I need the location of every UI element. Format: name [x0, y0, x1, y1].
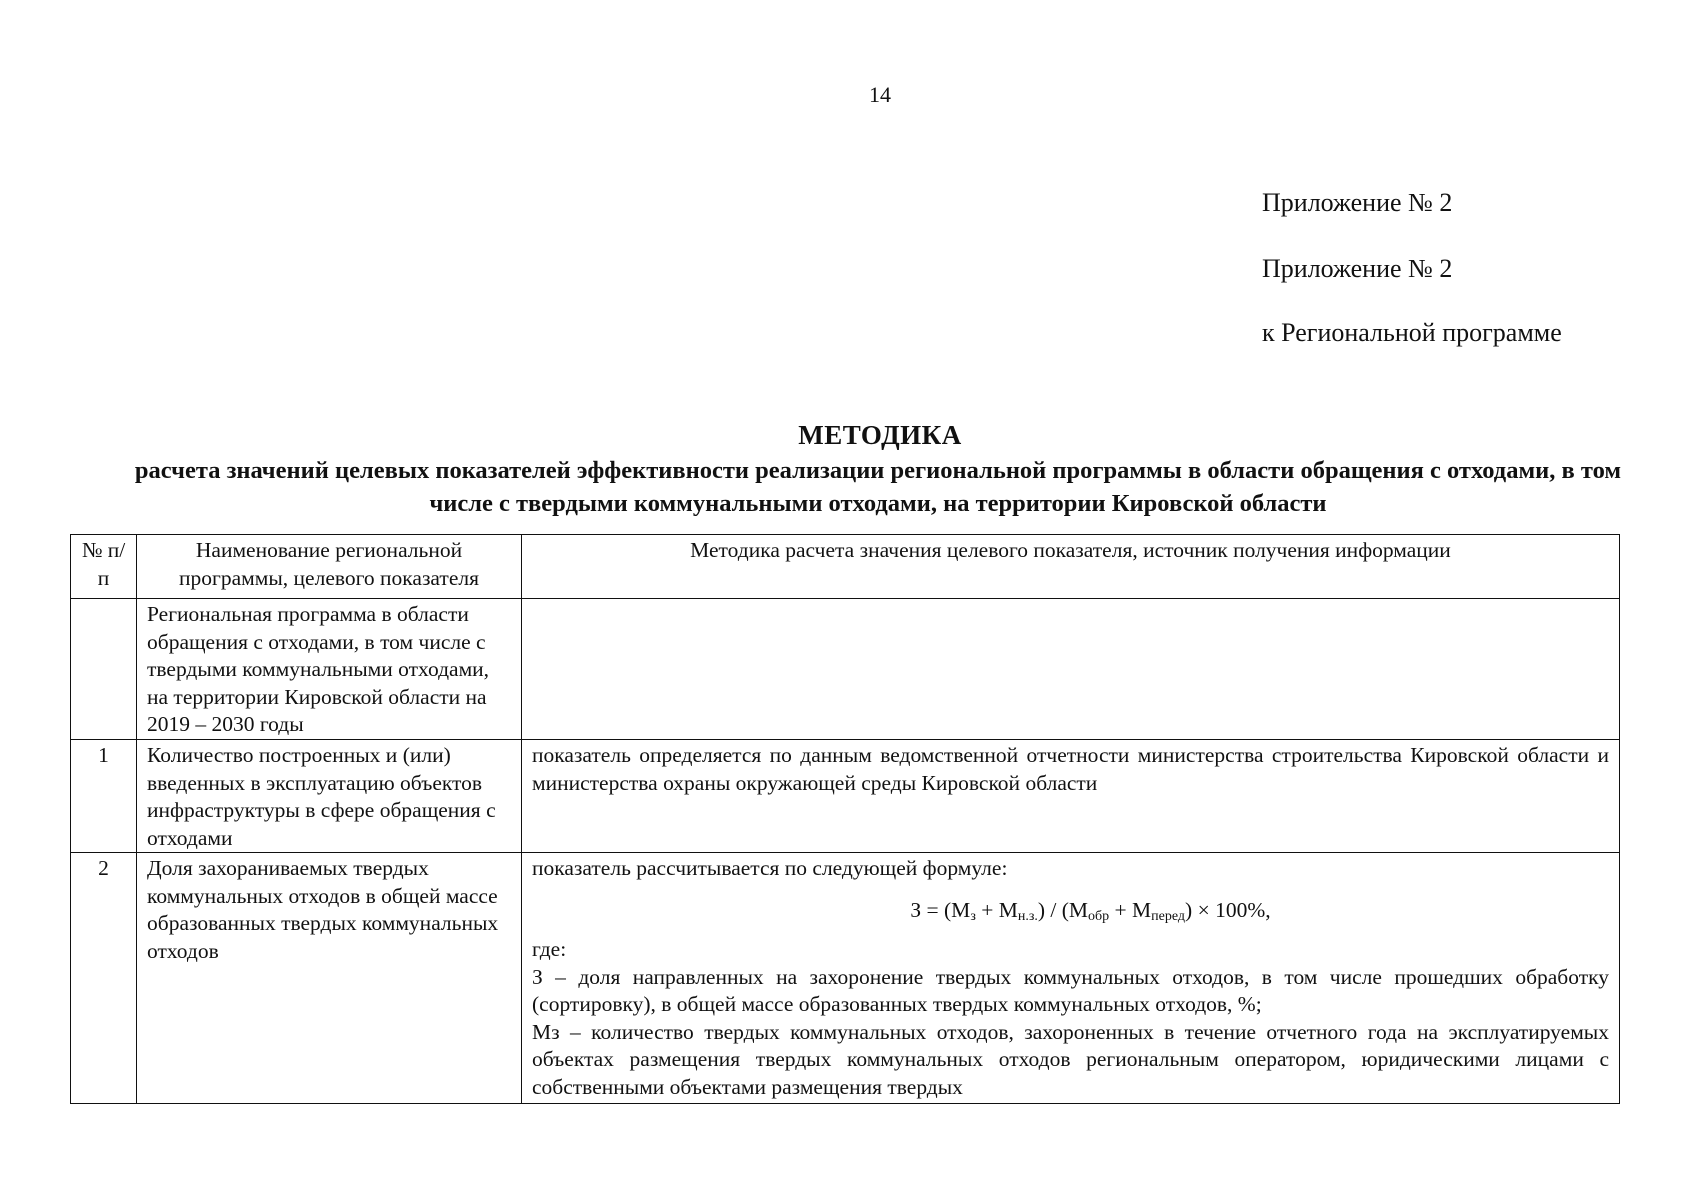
method-intro: показатель рассчитывается по следующей формуле:: [532, 856, 1008, 880]
formula-part: + М: [1109, 897, 1152, 922]
formula: [532, 897, 1609, 931]
row-number: 2: [71, 853, 137, 1104]
formula-part: ) × 100%,: [1185, 897, 1271, 922]
table-row: [71, 853, 1620, 1104]
row-indicator-name: Доля захораниваемых твердых коммунальных отходов в общей массе образованных твердых коммунальных отходов: [137, 853, 522, 1104]
header-indicator-name: Наименование региональной программы, целевого показателя: [137, 535, 522, 599]
annex-program-reference: к Региональной программе: [1262, 318, 1562, 347]
table-row: [71, 740, 1620, 853]
row-number: 1: [71, 740, 137, 853]
document-title: МЕТОДИКА: [798, 420, 962, 450]
page-number: 14: [869, 82, 891, 107]
table-row: [71, 599, 1620, 740]
formula-part: З = (М: [910, 897, 971, 922]
formula-subscript: н.з.: [1017, 908, 1038, 924]
row-indicator-name: Количество построенных и (или) введенных в эксплуатацию объектов инфраструктуры в сфере обращения с отходами: [137, 740, 522, 853]
header-method: Методика расчета значения целевого показателя, источник получения информации: [522, 535, 1620, 599]
header-number: № п/п: [71, 535, 137, 599]
row-method: показатель определяется по данным ведомственной отчетности министерства строительства Кировской области и министерства охраны окружающей среды Кировской области: [522, 740, 1620, 853]
definition-share: З – доля направленных на захоронение твердых коммунальных отходов, в том числе прошедших обработку (сортировку), в общей массе образованных твердых коммунальных отходов, %;: [532, 964, 1609, 1016]
document-subtitle: расчета значений целевых показателей эффективности реализации региональной программы в области обращения с отходами, в том числе с твердыми коммунальными отходами, на территории Кировской области: [134, 457, 1622, 517]
methodology-table: [70, 534, 1620, 1104]
row-method: [522, 599, 1620, 740]
row-number: [71, 599, 137, 740]
formula-part: ) / (М: [1037, 897, 1089, 922]
row-method: [522, 853, 1620, 1104]
formula-part: + М: [975, 897, 1018, 922]
table-header-row: [71, 535, 1620, 599]
annex-label: Приложение № 2: [1262, 188, 1453, 217]
definition-buried-mass: Мз – количество твердых коммунальных отходов, захороненных в течение отчетного года на эксплуатируемых объектах размещения твердых коммунальных отходов региональным оператором, юридическими лицами с собственными объектами размещения твердых: [532, 1019, 1609, 1099]
row-indicator-name: Региональная программа в области обращения с отходами, в том числе с твердыми коммунальными отходами, на территории Кировской области на 2019 – 2030 годы: [137, 599, 522, 740]
formula-subscript: перед: [1151, 908, 1186, 924]
formula-subscript: обр: [1088, 908, 1110, 924]
where-label: где:: [532, 937, 567, 961]
formula-subscript: з: [970, 908, 976, 924]
annex-label-repeat: Приложение № 2: [1262, 254, 1453, 283]
